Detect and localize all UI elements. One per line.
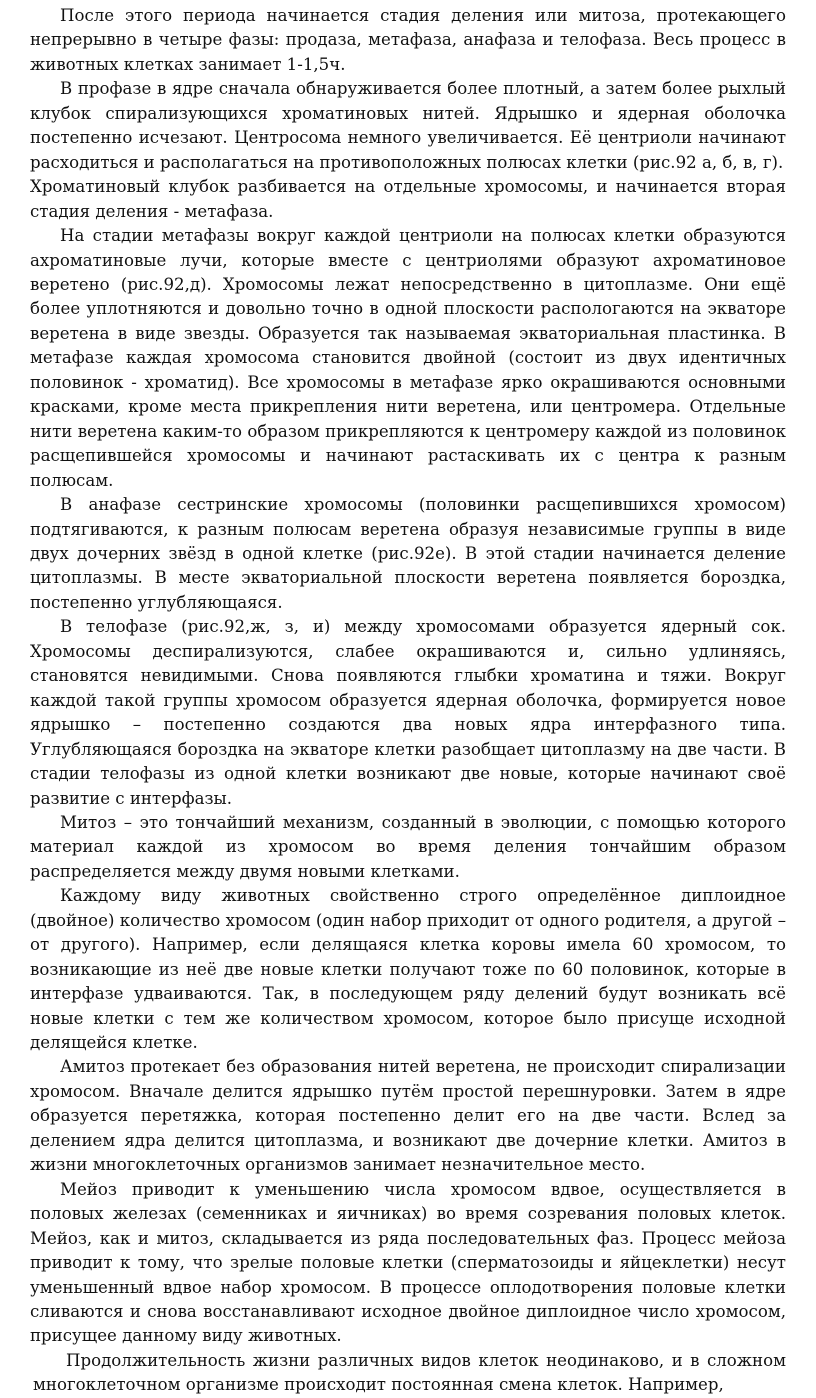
paragraph-metaphase: На стадии метафазы вокруг каждой центриоли на полюсах клетки образуются ахроматиновые лучи, которые вместе с центриолями образуют ахроматиновое веретено (рис.92,д). Хромосомы лежат непосредственно в цитоплазме. Они ещё более уплотняются и довольно точно в одной плоскости распологаются на экваторе веретена в виде звезды. Образуется так называемая экваториальная пластинка. В метафазе каждая хромосома становится двойной (состоит из двух идентичных половинок - хроматид). Все хромосомы в метафазе ярко окрашиваются основными красками, кроме места прикрепления нити веретена, или центромера. Отдельные нити веретена каким-то образом прикрепляются к центромеру каждой из половинок расщепившейся хромосомы и начинают растаскивать их с центра к разным полюсам. <box>30 226 786 490</box>
paragraph-cell-lifespan: Продолжительность жизни различных видов клеток неодинаково, и в сложном многоклеточном организме происходит постоянная смена клеток. Например, <box>33 1350 786 1395</box>
paragraph-mitosis-mechanism: Митоз – это тончайший механизм, созданный в эволюции, с помощью которого материал каждой из хромосом во время деления тончайшим образом распределяется между двумя новыми клетками. <box>30 812 786 881</box>
paragraph-anaphase: В анафазе сестринские хромосомы (половинки расщепившихся хромосом) подтягиваются, к разным полюсам веретена образуя независимые группы в виде двух дочерних звёзд в одной клетке (рис.92е). В этой стадии начинается деление цитоплазмы. В месте экваториальной плоскости веретена появляется бороздка, постепенно углубляющаяся. <box>30 495 786 612</box>
paragraph-meiosis: Мейоз приводит к уменьшению числа хромосом вдвое, осуществляется в половых железах (семенниках и яичниках) во время созревания половых клеток. Мейоз, как и митоз, складывается из ряда последовательных фаз. Процесс мейоза приводит к тому, что зрелые половые клетки (сперматозоиды и яйцеклетки) несут уменьшенный вдвое набор хромосом. В процессе оплодотворения половые клетки сливаются и снова восстанавливают исходное двойное диплоидное число хромосом, присущее данному виду животных. <box>30 1179 786 1346</box>
paragraph-amitosis: Амитоз протекает без образования нитей веретена, не происходит спирализации хромосом. Вначале делится ядрышко путём простой перешнуровки. Затем в ядре образуется перетяжка, которая постепенно делит его на две части. Вслед за делением ядра делится цитоплазма, и возникают две дочерние клетки. Амитоз в жизни многоклеточных организмов занимает незначительное место. <box>30 1057 786 1175</box>
paragraph-diploid-count: Каждому виду животных свойственно строго определённое диплоидное (двойное) количество хромосом (один набор приходит от одного родителя, а другой – от другого). Например, если делящаяся клетка коровы имела 60 хромосом, то возникающие из неё две новые клетки получают тоже по 60 половинок, которые в интерфазе удваиваются. Так, в последующем ряду делений будут возникать всё новые клетки с тем же количеством хромосом, которое было присуще исходной делящейся клетке. <box>30 886 786 1053</box>
paragraph-chromatin-breakup: Хроматиновый клубок разбивается на отдельные хромосомы, и начинается вторая стадия деления - метафаза. <box>30 177 786 221</box>
paragraph-mitosis-intro: После этого периода начинается стадия деления или митоза, протекающего непрерывно в четыре фазы: продаза, метафаза, анафаза и телофаза. Весь процесс в животных клетках занимает 1-1,5ч. <box>30 6 786 74</box>
paragraph-prophase: В профазе в ядре сначала обнаруживается более плотный, а затем более рыхлый клубок спирализующихся хроматиновых нитей. Ядрышко и ядерная оболочка постепенно исчезают. Центросома немного увеличивается. Её центриоли начинают расходиться и располагаться на противоположных полюсах клетки (рис.92 а, б, в, г). <box>30 79 786 172</box>
paragraph-telophase: В телофазе (рис.92,ж, з, и) между хромосомами образуется ядерный сок. Хромосомы деспирализуются, слабее окрашиваются и, сильно удлиняясь, становятся невидимыми. Снова появляются глыбки хроматина и тяжи. Вокруг каждой такой группы хромосом образуется ядерная оболочка, формируется новое ядрышко – постепенно создаются два новых ядра интерфазного типа. Углубляющаяся бороздка на экваторе клетки разобщает цитоплазму на две части. В стадии телофазы из одной клетки возникают две новые, которые начинают своё развитие с интерфазы. <box>30 617 786 808</box>
